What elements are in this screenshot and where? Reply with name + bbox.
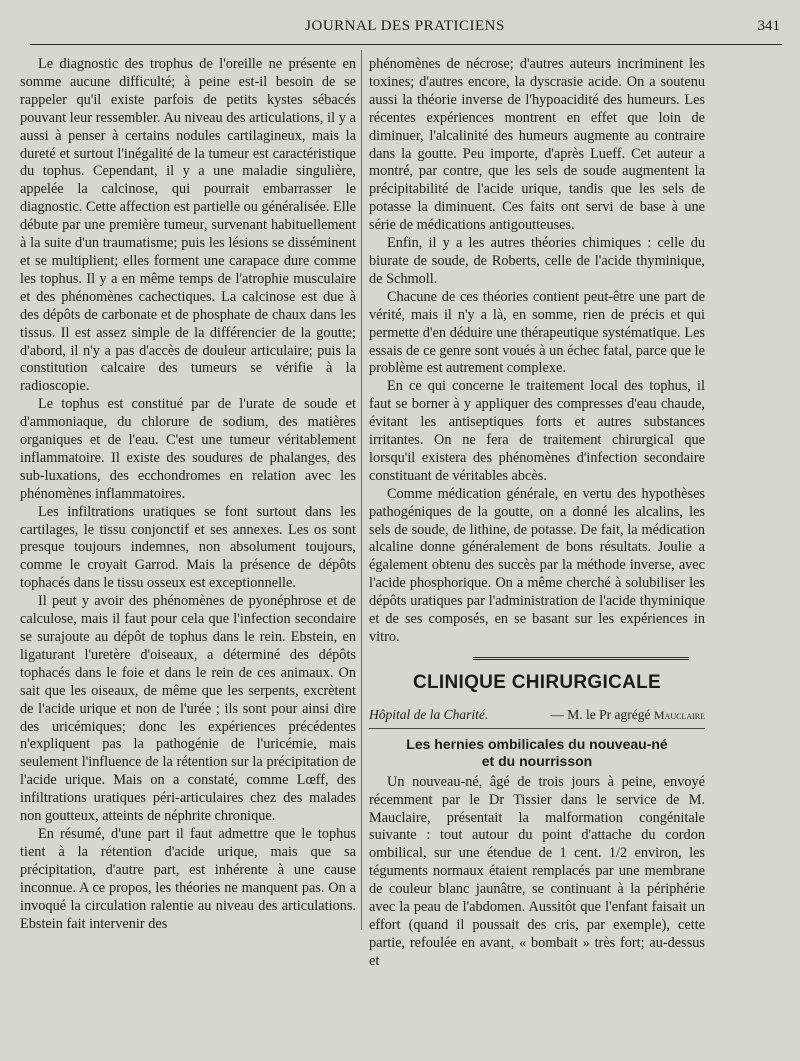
paragraph: Comme médication générale, en vertu des hypothèses pathogéniques de la goutte, on a donné les alcalins, les sels de soude, de lithine, de potasse. De fait, la médication alcaline donne généralement de bons résultats. Joulie a également obtenu des succès par la méthode inverse, avec l'acide phosphorique. On a même cherché à solubiliser les dépôts uratiques par l'administration de l'acide thyminique et de ses composés, en se basant sur les expériences in vitro. bbox=[369, 485, 705, 645]
hospital-name: Hôpital de la Charité. bbox=[369, 706, 489, 722]
section-title: CLINIQUE CHIRURGICALE bbox=[412, 671, 662, 693]
running-header bbox=[30, 18, 780, 40]
paragraph: En résumé, d'une part il faut admettre que le tophus tient à la rétention d'acide urique, mais que sa précipitation, d'autre part, est inhérente à une cause inconnue. A ce propos, les théories ne manquent pas. On a invoqué la circulation ralentie au niveau des articulations. Ebstein fait intervenir des bbox=[20, 825, 356, 932]
paragraph: En ce qui concerne le traitement local des tophus, il faut se borner à y appliquer des compresses d'eau chaude, évitant les antiseptiques forts et autres substances irritantes. On ne fera de traitement chirurgical que lorsqu'il existera des phénomènes d'infection secondaire constituant de véritables abcès. bbox=[369, 378, 705, 484]
article-title-line-1: Les hernies ombilicales du nouveau-né bbox=[406, 735, 668, 752]
paragraph: phénomènes de nécrose; d'autres auteurs incriminent les toxines; d'autres encore, la dyscrasie acide. On a soutenu aussi la théorie inverse de l'hypoacidité des humeurs. Les récentes expériences montrent en effet que loin de diminuer, l'alcalinité des humeurs augmente au contraire dans la goutte. Peu importe, d'après Lueff. Cet auteur a montré, par contre, que les sels de soude augmentent la précipitabilité de l'acide urique, tandis que les sels de potasse la diminuent. Ces faits ont servi de base à une série de médications antigoutteuses. bbox=[369, 56, 705, 234]
page-number: 341 bbox=[757, 18, 780, 34]
journal-title: JOURNAL DES PRATICIENS bbox=[305, 18, 505, 34]
right-column bbox=[369, 56, 705, 971]
paragraph: Les infiltrations uratiques se font surtout dans les cartilages, le tissu conjonctif et ses annexes. Les os sont presque toujours indemnes, non absolument toujours, comme le croyait Garrod. Mais la présence de dépôts tophacés dans le tissu osseux est exceptionnelle. bbox=[20, 503, 356, 592]
byline-prefix: — M. le Pr agrégé bbox=[550, 706, 651, 722]
section-rule bbox=[473, 657, 689, 662]
article-title-line-2: et du nourrisson bbox=[481, 752, 593, 769]
byline bbox=[369, 706, 705, 729]
paragraph: Enfin, il y a les autres théories chimiques : celle du biurate de soude, de Roberts, celle de l'acide thyminique, de Schmoll. bbox=[369, 235, 705, 287]
left-column bbox=[20, 56, 356, 933]
article-paragraph: Un nouveau-né, âgé de trois jours à peine, envoyé récemment par le Dr Tissier dans le service de M. Mauclaire, présentait la malformation congénitale suivante : tout autour du point d'attache du cordon ombilical, sur une étendue de 1 cent. 1/2 environ, les téguments normaux étaient remplacés par une membrane de couleur blanc jaunâtre, se continuant à la périphérie avec la peau de l'abdomen. Aussitôt que l'enfant faisait un effort (quand il poussait des cris, par exemple), cette partie, refoulée en avant, « bombait » très fort; au-dessus et bbox=[369, 773, 705, 969]
paragraph: Il peut y avoir des phénomènes de pyonéphrose et de calculose, mais il faut pour cela que l'infection secondaire se surajoute au dépôt de tophus dans le rein. Ebstein, en ligaturant l'uretère d'oiseaux, a déterminé des dépôts tophacés dans le foie et dans le rein de ces animaux. On sait que les oiseaux, de même que les serpents, excrètent de l'acide urique et non de l'urée ; ils sont pour ainsi dire des uricémiques; donc les expériences précédentes n'expliquent pas la pathogénie de l'uricémie, mais seulement l'influence de la rétention sur la précipitation de l'acide urique. Mais on a constaté, comme Lœff, des infiltrations uratiques péri-articulaires chez des malades non goutteux, atteints de néphrite chronique. bbox=[20, 593, 356, 825]
article-title bbox=[369, 736, 705, 770]
byline-author bbox=[550, 706, 705, 725]
author-name: Mauclaire bbox=[653, 707, 705, 722]
paragraph: Le diagnostic des trophus de l'oreille ne présente en somme aucune difficulté; à peine est-il besoin de se rappeler qu'il existe parfois de petits kystes sébacés pouvant leur ressembler. Au niveau des articulations, il y a aussi à penser à certains nodules cartilagineux, mais la dureté et surtout l'inégalité de la tumeur est caractéristique du tophus. Cependant, il y a une maladie singulière, appelée la calcinose, qui pourrait embarrasser le diagnostic. Cette affection est partielle ou généralisée. Elle débute par une première tumeur, survenant habituellement à la suite d'un traumatisme; puis les lésions se disséminent et se multiplient; elles forment une carapace dure comme les tophus. Il y a en même temps de l'atrophie musculaire et des phénomènes cachectiques. La calcinose est due à des dépôts de carbonate et de phosphate de chaux dans les tissus. Il est assez simple de la différencier de la goutte; d'abord, il n'y a pas d'accès de douleur articulaire; puis la constitution calcaire des tumeurs se vérifie à la radioscopie. bbox=[20, 56, 356, 395]
paragraph: Le tophus est constitué par de l'urate de soude et d'ammoniaque, du chlorure de sodium, des matières organiques et de l'eau. C'est une tumeur véritablement inflammatoire. Il existe des soudures de phalanges, des sub-luxations, des ecchondromes en relation avec les phénomènes inflammatoires. bbox=[20, 396, 356, 502]
header-rule bbox=[30, 44, 782, 45]
column-divider bbox=[361, 50, 362, 930]
paragraph: Chacune de ces théories contient peut-être une part de vérité, mais il n'y a là, en somme, rien de précis et qui permette d'en déduire une thérapeutique systématique. Les essais de ce genre sont voués à un échec fatal, parce que le problème est autrement complexe. bbox=[369, 288, 705, 377]
